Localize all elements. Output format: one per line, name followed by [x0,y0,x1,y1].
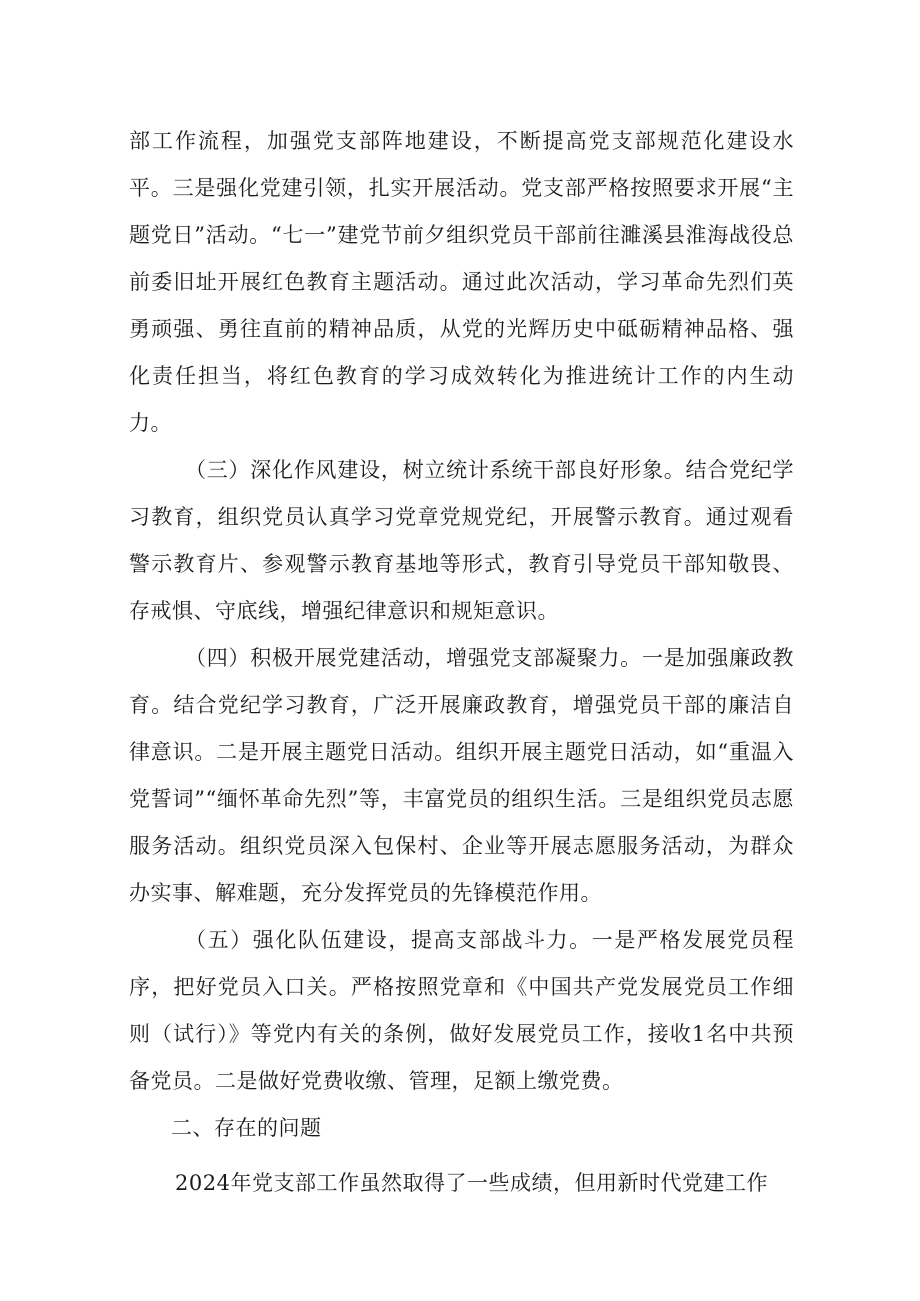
document-body [129,118,794,1228]
paragraph-party-activities: 部工作流程，加强党支部阵地建设，不断提高党支部规范化建设水平。三是强化党建引领，扎实开展活动。党支部严格按照要求开展“主题党日”活动。“七一”建党节前夕组织党员干部前往濉溪县淮海战役总前委旧址开展红色教育主题活动。通过此次活动，学习革命先烈们英勇顽强、勇往直前的精神品质，从党的光辉历史中砥砺精神品格、强化责任担当，将红色教育的学习成效转化为推进统计工作的内生动力。 [129,129,794,435]
section-heading-problems: 二、存在的问题 [171,1116,322,1140]
paragraph-work-style: （三）深化作风建设，树立统计系统干部良好形象。结合党纪学习教育，组织党员认真学习党章党规党纪，开展警示教育。通过观看警示教育片、参观警示教育基地等形式，教育引导党员干部知敬畏、存戒惧、守底线，增强纪律意识和规矩意识。 [129,458,794,623]
paragraph-problems-intro: 2024年党支部工作虽然取得了一些成绩，但用新时代党建工作 [175,1171,768,1195]
paragraph-team-building: （五）强化队伍建设，提高支部战斗力。一是严格发展党员程序，把好党员入口关。严格按照党章和《中国共产党发展党员工作细则（试行）》等党内有关的条例，做好发展党员工作，接收1名中共预备党员。二是做好党费收缴、管理，足额上缴党费。 [129,928,794,1093]
paragraph-party-building: （四）积极开展党建活动，增强党支部凝聚力。一是加强廉政教育。结合党纪学习教育，广泛开展廉政教育，增强党员干部的廉洁自律意识。二是开展主题党日活动。组织开展主题党日活动，如“重温入党誓词”“缅怀革命先烈”等，丰富党员的组织生活。三是组织党员志愿服务活动。组织党员深入包保村、企业等开展志愿服务活动，为群众办实事、解难题，充分发挥党员的先锋模范作用。 [129,646,794,905]
